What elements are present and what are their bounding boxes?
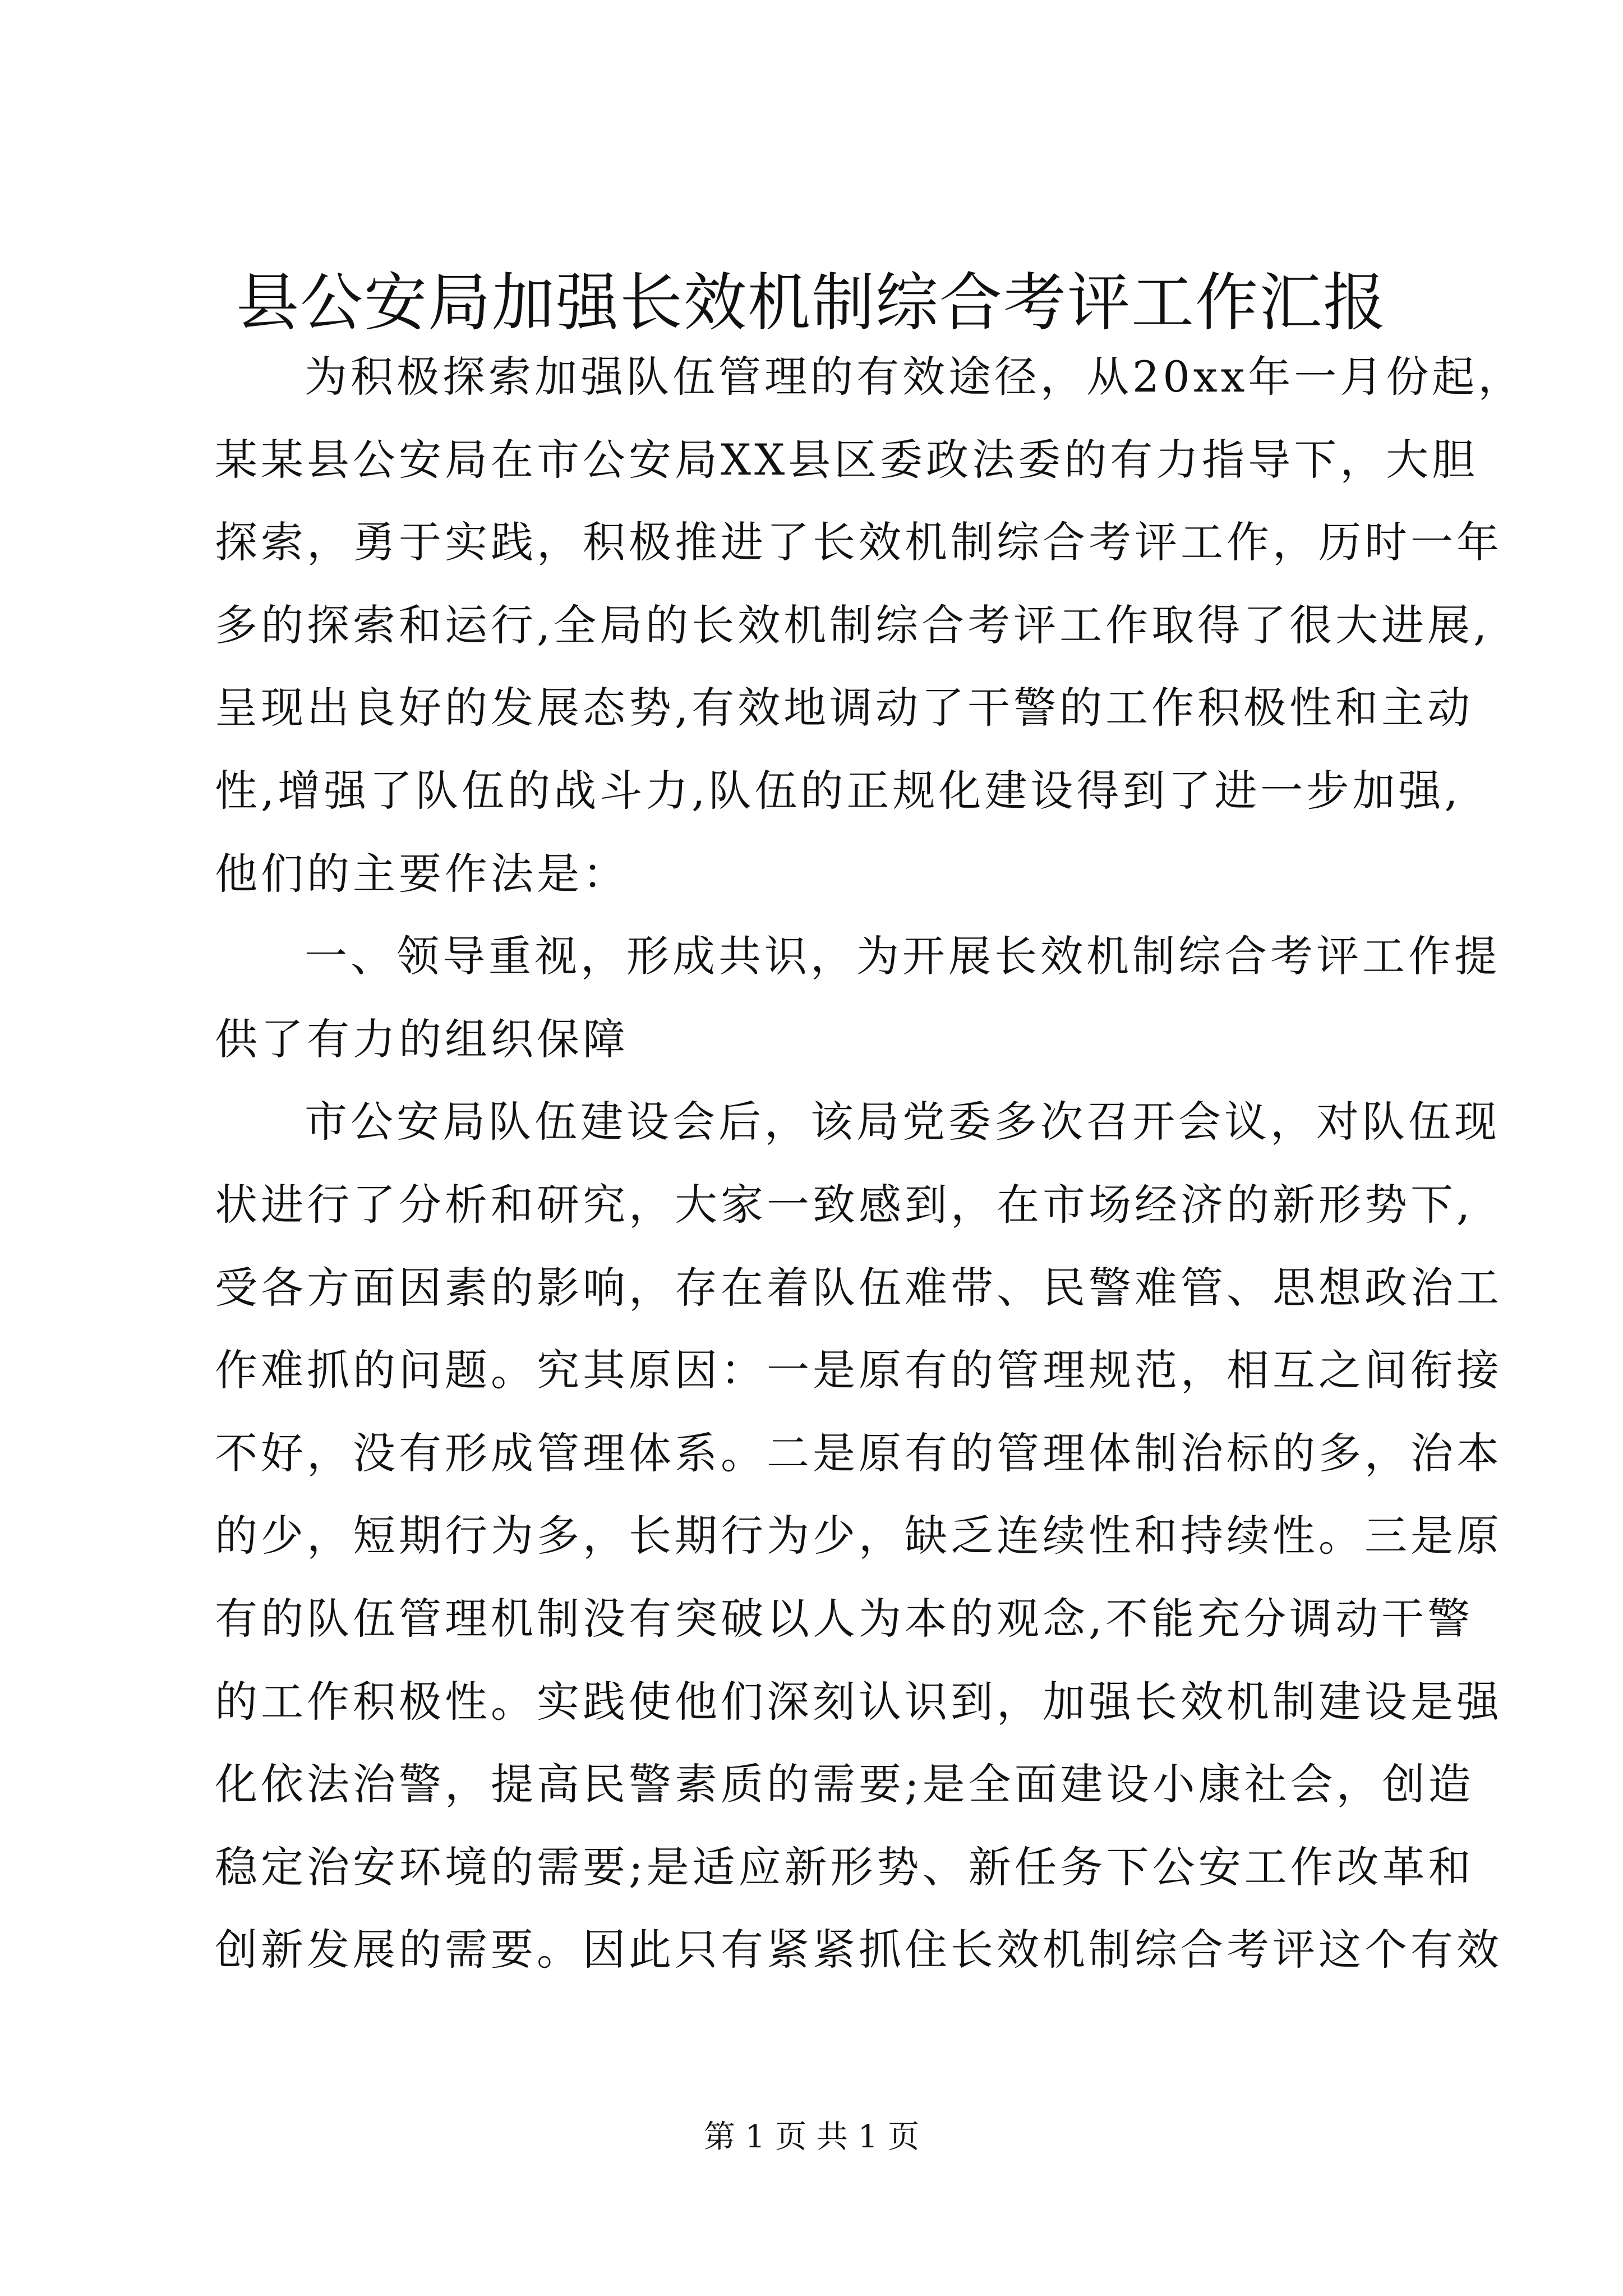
paragraph-line: 性,增强了队伍的战斗力,队伍的正规化建设得到了进一步加强,: [215, 765, 1461, 816]
paragraph-line: 某某县公安局在市公安局XX县区委政法委的有力指导下，大胆: [215, 434, 1478, 485]
document-title: 县公安局加强长效机制综合考评工作汇报: [236, 266, 1387, 339]
paragraph-line: 创新发展的需要。因此只有紧紧抓住长效机制综合考评这个有效: [215, 1925, 1502, 1975]
paragraph-line: 稳定治安环境的需要;是适应新形势、新任务下公安工作改革和: [215, 1842, 1474, 1892]
paragraph-line: 他们的主要作法是：: [215, 848, 629, 899]
paragraph-line: 的少，短期行为多，长期行为少，缺乏连续性和持续性。三是原: [215, 1511, 1502, 1561]
paragraph-line: 为积极探索加强队伍管理的有效途径，从20xx年一月份起，: [305, 352, 1524, 402]
paragraph-line: 市公安局队伍建设会后，该局党委多次召开会议，对队伍现: [305, 1097, 1500, 1147]
page-number-footer: 第 1 页 共 1 页: [703, 2119, 920, 2155]
section-heading-line: 一、领导重视，形成共识，为开展长效机制综合考评工作提: [305, 931, 1500, 982]
paragraph-line: 受各方面因素的影响，存在着队伍难带、民警难管、思想政治工: [215, 1262, 1502, 1313]
paragraph-line: 不好，没有形成管理体系。二是原有的管理体制治标的多，治本: [215, 1428, 1502, 1478]
paragraph-line: 有的队伍管理机制没有突破以人为本的观念,不能充分调动干警: [215, 1593, 1474, 1644]
section-heading-line: 供了有力的组织保障: [215, 1014, 629, 1064]
paragraph-line: 的工作积极性。实践使他们深刻认识到，加强长效机制建设是强: [215, 1676, 1502, 1727]
paragraph-line: 呈现出良好的发展态势,有效地调动了干警的工作积极性和主动: [215, 683, 1474, 733]
paragraph-line: 探索，勇于实践，积极推进了长效机制综合考评工作，历时一年: [215, 517, 1502, 568]
paragraph-line: 状进行了分析和研究，大家一致感到，在市场经济的新形势下,: [215, 1179, 1474, 1230]
document-body: [215, 335, 1524, 1991]
paragraph-line: 多的探索和运行,全局的长效机制综合考评工作取得了很大进展,: [215, 600, 1491, 650]
paragraph-line: 作难抓的问题。究其原因：一是原有的管理规范，相互之间衔接: [215, 1345, 1502, 1396]
paragraph-line: 化依法治警，提高民警素质的需要;是全面建设小康社会，创造: [215, 1759, 1474, 1810]
